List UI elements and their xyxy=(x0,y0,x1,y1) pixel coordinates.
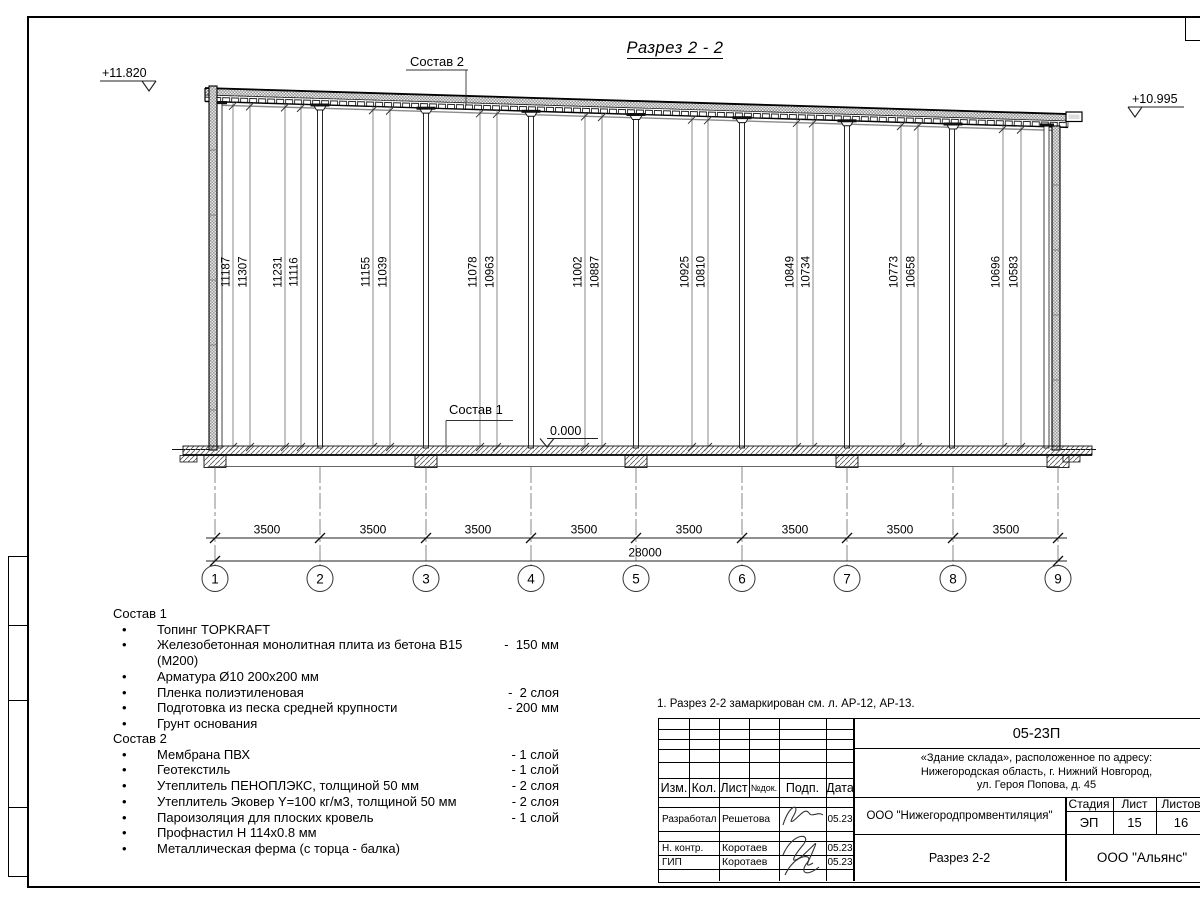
bay-dim: 3500 xyxy=(359,522,387,537)
item-qty: - 2 слоя xyxy=(511,778,559,794)
height-label: 11187 xyxy=(220,256,233,288)
axis-number: 9 xyxy=(1054,571,1062,587)
foundation-pad xyxy=(836,456,858,468)
bullet: • xyxy=(122,746,127,762)
item-name: Подготовка из песка средней крупности xyxy=(157,700,398,716)
bullet: • xyxy=(122,825,127,841)
tb-project xyxy=(854,748,1200,797)
bay-dim: 3500 xyxy=(886,522,914,537)
tb-col-izm: Изм. xyxy=(660,780,688,795)
composition-1 xyxy=(113,606,559,732)
foundation-pad xyxy=(415,456,437,468)
signature-1 xyxy=(783,807,823,825)
bay-dim: 3500 xyxy=(570,522,598,537)
bullet: • xyxy=(122,840,127,856)
axis-bubbles xyxy=(202,566,1071,592)
slab-callout xyxy=(446,402,513,452)
item-name: Утеплитель Эковер Y=100 кг/м3, толщиной 50 мм xyxy=(157,793,457,809)
elevation-value: 0.000 xyxy=(550,424,582,438)
tb-project-line: «Здание склада», расположенное по адресу: xyxy=(920,752,1153,765)
tb-line xyxy=(719,719,720,881)
height-label: 10963 xyxy=(484,256,497,288)
list-item xyxy=(113,622,559,638)
tb-name: Коротаев xyxy=(722,842,768,854)
tb-col-podp: Подп. xyxy=(785,780,820,795)
height-label: 11039 xyxy=(377,256,390,288)
bay-dim: 3500 xyxy=(992,522,1020,537)
bullet: • xyxy=(122,715,127,731)
margin-divider xyxy=(8,876,28,877)
list-item xyxy=(113,778,559,794)
tb-sheets-label: Листов xyxy=(1161,797,1200,811)
axis-number: 3 xyxy=(422,571,430,587)
height-label: 10887 xyxy=(589,256,602,288)
tb-sheets-value: 16 xyxy=(1173,815,1189,830)
list-item xyxy=(113,669,559,685)
overall-dimension xyxy=(206,546,1067,567)
height-label: 11078 xyxy=(467,256,480,288)
tb-project-line: ул. Героя Попова, д. 45 xyxy=(976,779,1097,792)
tb-name: Коротаев xyxy=(722,856,768,868)
bullet: • xyxy=(122,762,127,778)
list-item xyxy=(113,841,559,857)
tb-org: ООО "Альянс" xyxy=(1096,850,1188,865)
tb-line xyxy=(659,762,854,763)
bay-dim: 3500 xyxy=(464,522,492,537)
tb-line xyxy=(659,739,854,740)
bay-dim: 3500 xyxy=(781,522,809,537)
axis-number: 4 xyxy=(527,571,535,587)
height-label: 10810 xyxy=(695,256,708,288)
tb-role: Н. контр. xyxy=(662,842,704,854)
composition-2 xyxy=(113,731,559,857)
page-title: Разрез 2 - 2 xyxy=(626,39,724,57)
foundation-pad xyxy=(204,456,226,468)
floor-slab xyxy=(172,446,1096,468)
tb-doc-code: 05-23П xyxy=(1012,725,1061,742)
height-label: 10773 xyxy=(888,256,901,288)
tb-line xyxy=(659,729,854,730)
bay-dimension-chain xyxy=(206,523,1067,544)
signatures xyxy=(779,799,826,881)
item-name: Профнастил H 114x0.8 мм xyxy=(157,825,317,841)
list-item xyxy=(113,810,559,826)
tb-company: ООО "Нижегородпромвентиляция" xyxy=(866,809,1053,822)
tb-role: ГИП xyxy=(662,856,682,868)
height-label: 10849 xyxy=(784,256,797,288)
tb-sheet-label: Лист xyxy=(1121,797,1148,811)
height-label: 10696 xyxy=(990,256,1003,288)
axis-number: 5 xyxy=(632,571,640,587)
bullet: • xyxy=(122,621,127,637)
tb-project-line: Нижегородская область, г. Нижний Новгород, xyxy=(920,765,1153,778)
foundation-pad xyxy=(625,456,647,468)
margin-divider xyxy=(8,807,28,808)
item-qty: - 2 слоя xyxy=(511,793,559,809)
tb-drawing-name: Разрез 2-2 xyxy=(928,850,991,865)
elevation-value: +11.820 xyxy=(102,66,147,80)
item-qty: - 1 слой xyxy=(511,762,559,778)
item-name: Арматура Ø10 200x200 мм xyxy=(157,668,319,684)
bullet: • xyxy=(122,668,127,684)
item-qty: - 200 мм xyxy=(507,700,559,716)
tb-date: 05.23 xyxy=(827,842,853,854)
list-item xyxy=(113,762,559,778)
list-item xyxy=(113,794,559,810)
item-name: Пароизоляция для плоских кровель xyxy=(157,809,374,825)
composition-2-title: Состав 2 xyxy=(113,731,167,746)
axis-number: 1 xyxy=(211,571,219,587)
signature-3 xyxy=(785,857,819,875)
composition-1-title: Состав 1 xyxy=(113,606,167,621)
height-label: 11116 xyxy=(288,257,301,287)
tb-role: Разработал xyxy=(662,813,717,825)
item-qty: - 2 слоя xyxy=(508,684,559,700)
interior-columns xyxy=(214,102,1054,449)
bullet: • xyxy=(122,809,127,825)
bullet: • xyxy=(122,700,127,716)
height-label: 10734 xyxy=(800,256,813,288)
height-label: 11002 xyxy=(572,256,585,288)
frame-bottom xyxy=(28,886,1200,888)
list-item xyxy=(113,825,559,841)
left-wall xyxy=(209,86,217,450)
height-label: 11307 xyxy=(237,256,250,288)
tb-col-kol: Кол. xyxy=(691,780,717,795)
tb-col-ndok: №док. xyxy=(750,782,778,793)
height-label: 10583 xyxy=(1008,256,1021,288)
bay-dim: 3500 xyxy=(253,522,281,537)
height-labels xyxy=(221,255,1021,288)
item-qty: - 150 мм xyxy=(504,637,559,653)
list-item xyxy=(113,747,559,763)
list-item xyxy=(113,637,559,668)
item-name: Утеплитель ПЕНОПЛЭКС, толщиной 50 мм xyxy=(157,778,420,794)
signature-2 xyxy=(783,836,816,865)
elevation-top-right xyxy=(1128,92,1184,117)
axis-number: 7 xyxy=(843,571,851,587)
bullet: • xyxy=(122,684,127,700)
right-wall xyxy=(1052,126,1060,450)
item-name: Грунт основания xyxy=(157,715,258,731)
list-item xyxy=(113,716,559,732)
axis-number: 6 xyxy=(738,571,746,587)
tb-date: 05.23 xyxy=(827,856,853,868)
bay-dim: 3500 xyxy=(675,522,703,537)
item-name: Пленка полиэтиленовая xyxy=(157,684,304,700)
slab-callout-label: Состав 1 xyxy=(449,402,503,417)
elevation-value: +10.995 xyxy=(1132,92,1178,106)
list-item xyxy=(113,685,559,701)
tb-col-list: Лист xyxy=(720,780,748,795)
height-label: 11155 xyxy=(360,256,373,288)
tb-name: Решетова xyxy=(722,813,771,825)
item-name: Металлическая ферма (с торца - балка) xyxy=(157,840,400,856)
tb-sheet-value: 15 xyxy=(1127,815,1142,830)
total-dim: 28000 xyxy=(628,545,662,560)
sheet-note: 1. Разрез 2-2 замаркирован см. л. АР-12, АР-13. xyxy=(657,698,915,710)
tb-line xyxy=(659,749,854,750)
bullet: • xyxy=(122,778,127,794)
bullet: • xyxy=(122,637,127,653)
tb-line xyxy=(659,797,854,798)
tb-stage-label: Стадия xyxy=(1068,797,1110,811)
tb-col-data: Дата xyxy=(826,780,854,795)
tb-stage-value: ЭП xyxy=(1079,815,1099,830)
margin-divider xyxy=(8,700,28,701)
height-label: 11231 xyxy=(272,256,285,288)
height-label: 10925 xyxy=(679,256,692,288)
tb-date: 05.23 xyxy=(827,813,853,825)
item-name: Геотекстиль xyxy=(157,762,231,778)
bullet: • xyxy=(122,793,127,809)
roof-callout-label: Состав 2 xyxy=(410,54,464,69)
item-name: Топинг TOPKRAFT xyxy=(157,621,271,637)
axis-number: 2 xyxy=(316,571,324,587)
title-block xyxy=(658,718,1200,883)
list-item xyxy=(113,700,559,716)
margin-divider xyxy=(8,625,28,626)
axis-number: 8 xyxy=(949,571,957,587)
item-qty: - 1 слой xyxy=(511,746,559,762)
height-label: 10658 xyxy=(905,256,918,288)
elevation-floor xyxy=(540,424,598,447)
item-qty: - 1 слой xyxy=(511,809,559,825)
item-name: Железобетонная монолитная плита из бетона B15 (M200) xyxy=(157,637,463,669)
item-name: Мембрана ПВХ xyxy=(157,746,251,762)
elevation-top-left xyxy=(100,66,156,91)
